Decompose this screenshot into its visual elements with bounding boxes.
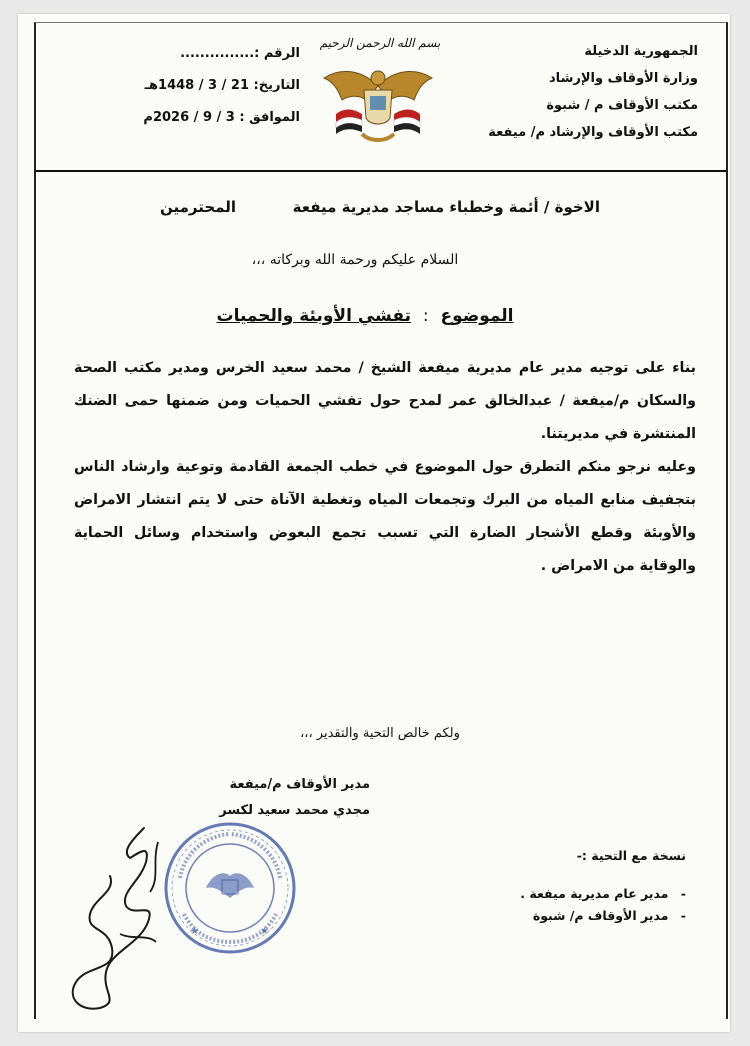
copy-recipient-2 <box>430 905 686 927</box>
subject-separator: : <box>422 306 429 326</box>
svg-text:★: ★ <box>190 926 199 937</box>
signatory-name: مجدي محمد سعيد لكسر <box>219 803 370 818</box>
respect-title: المحترمين <box>160 198 237 216</box>
issuer-line-4: مكتب الأوقاف والإرشاد م/ ميفعة <box>488 125 698 140</box>
svg-text:★: ★ <box>260 926 269 937</box>
header-divider <box>36 170 726 172</box>
issuer-line-2: وزارة الأوقاف والإرشاد <box>549 71 698 86</box>
hijri-date-value: 21 / 3 / 1448هـ <box>144 78 249 93</box>
body-paragraph-1: بناء على توجيه مدير عام مديرية ميفعة الشيخ / محمد سعيد الخرس ومدير مكتب الصحة والسكان م/ميفعة / عبدالخالق عمر لمدح حول تفشي الحميات ومن ضمنها حمى الضنك المنتشرة في مديريتنا. <box>74 360 696 442</box>
copy-bullet: - <box>680 908 686 923</box>
official-seal-icon <box>160 818 300 958</box>
subject-value: تفشي الأوبئة والحميات <box>216 306 411 326</box>
eagle-emblem-icon <box>318 56 438 146</box>
reference-number: الرقم :............... <box>180 46 300 61</box>
issuer-header <box>458 38 698 146</box>
handwritten-signature-icon <box>60 822 170 1012</box>
issuer-line-3: مكتب الأوقاف م / شبوة <box>546 98 698 113</box>
gregorian-date-label: الموافق : <box>239 110 300 125</box>
issuer-line-1: الجمهورية الدخيلة <box>584 44 698 59</box>
copies-block <box>430 848 686 927</box>
basmala: بسم الله الرحمن الرحيم <box>319 36 441 50</box>
copy-bullet: - <box>680 886 686 901</box>
addressee: الاخوة / أئمة وخطباء مساجد مديرية ميفعة <box>292 198 600 216</box>
signatory-block <box>210 772 370 824</box>
addressee-line <box>150 198 600 216</box>
closing-salutation: ولكم خالص التحية والتقدير ،،، <box>300 726 460 741</box>
copies-title: نسخة مع التحية :- <box>576 848 686 863</box>
greeting: السلام عليكم ورحمة الله وبركاته ،،، <box>251 252 459 268</box>
hijri-date-row <box>90 70 300 102</box>
gregorian-date-row <box>90 102 300 134</box>
body-paragraph-2: وعليه نرجو منكم التطرق حول الموضوع في خطب الجمعة القادمة وتوعية وارشاد الناس بتجفيف منابع المياه من البرك وتجمعات المياه وتغطية الآناة حتى لا يتم انتشار الامراض والأوبئة وقطع الأشجار الضارة التي تسبب تجمع البعوض واستخدام وسائل الحماية والوقاية من الامراض . <box>74 459 696 574</box>
signatory-title: مدير الأوقاف م/ميفعة <box>229 777 370 792</box>
copy-recipient-1-text: مدير عام مديرية ميفعة . <box>520 886 669 901</box>
subject-line <box>200 306 530 326</box>
letter-body <box>74 352 696 583</box>
reference-block <box>90 38 300 134</box>
hijri-date-label: التاريخ: <box>253 78 300 93</box>
copy-recipient-1 <box>430 883 686 905</box>
subject-label: الموضوع <box>440 306 514 326</box>
gregorian-date-value: 3 / 9 / 2026م <box>143 110 235 125</box>
copy-recipient-2-text: مدير الأوقاف م/ شبوة <box>532 908 669 923</box>
